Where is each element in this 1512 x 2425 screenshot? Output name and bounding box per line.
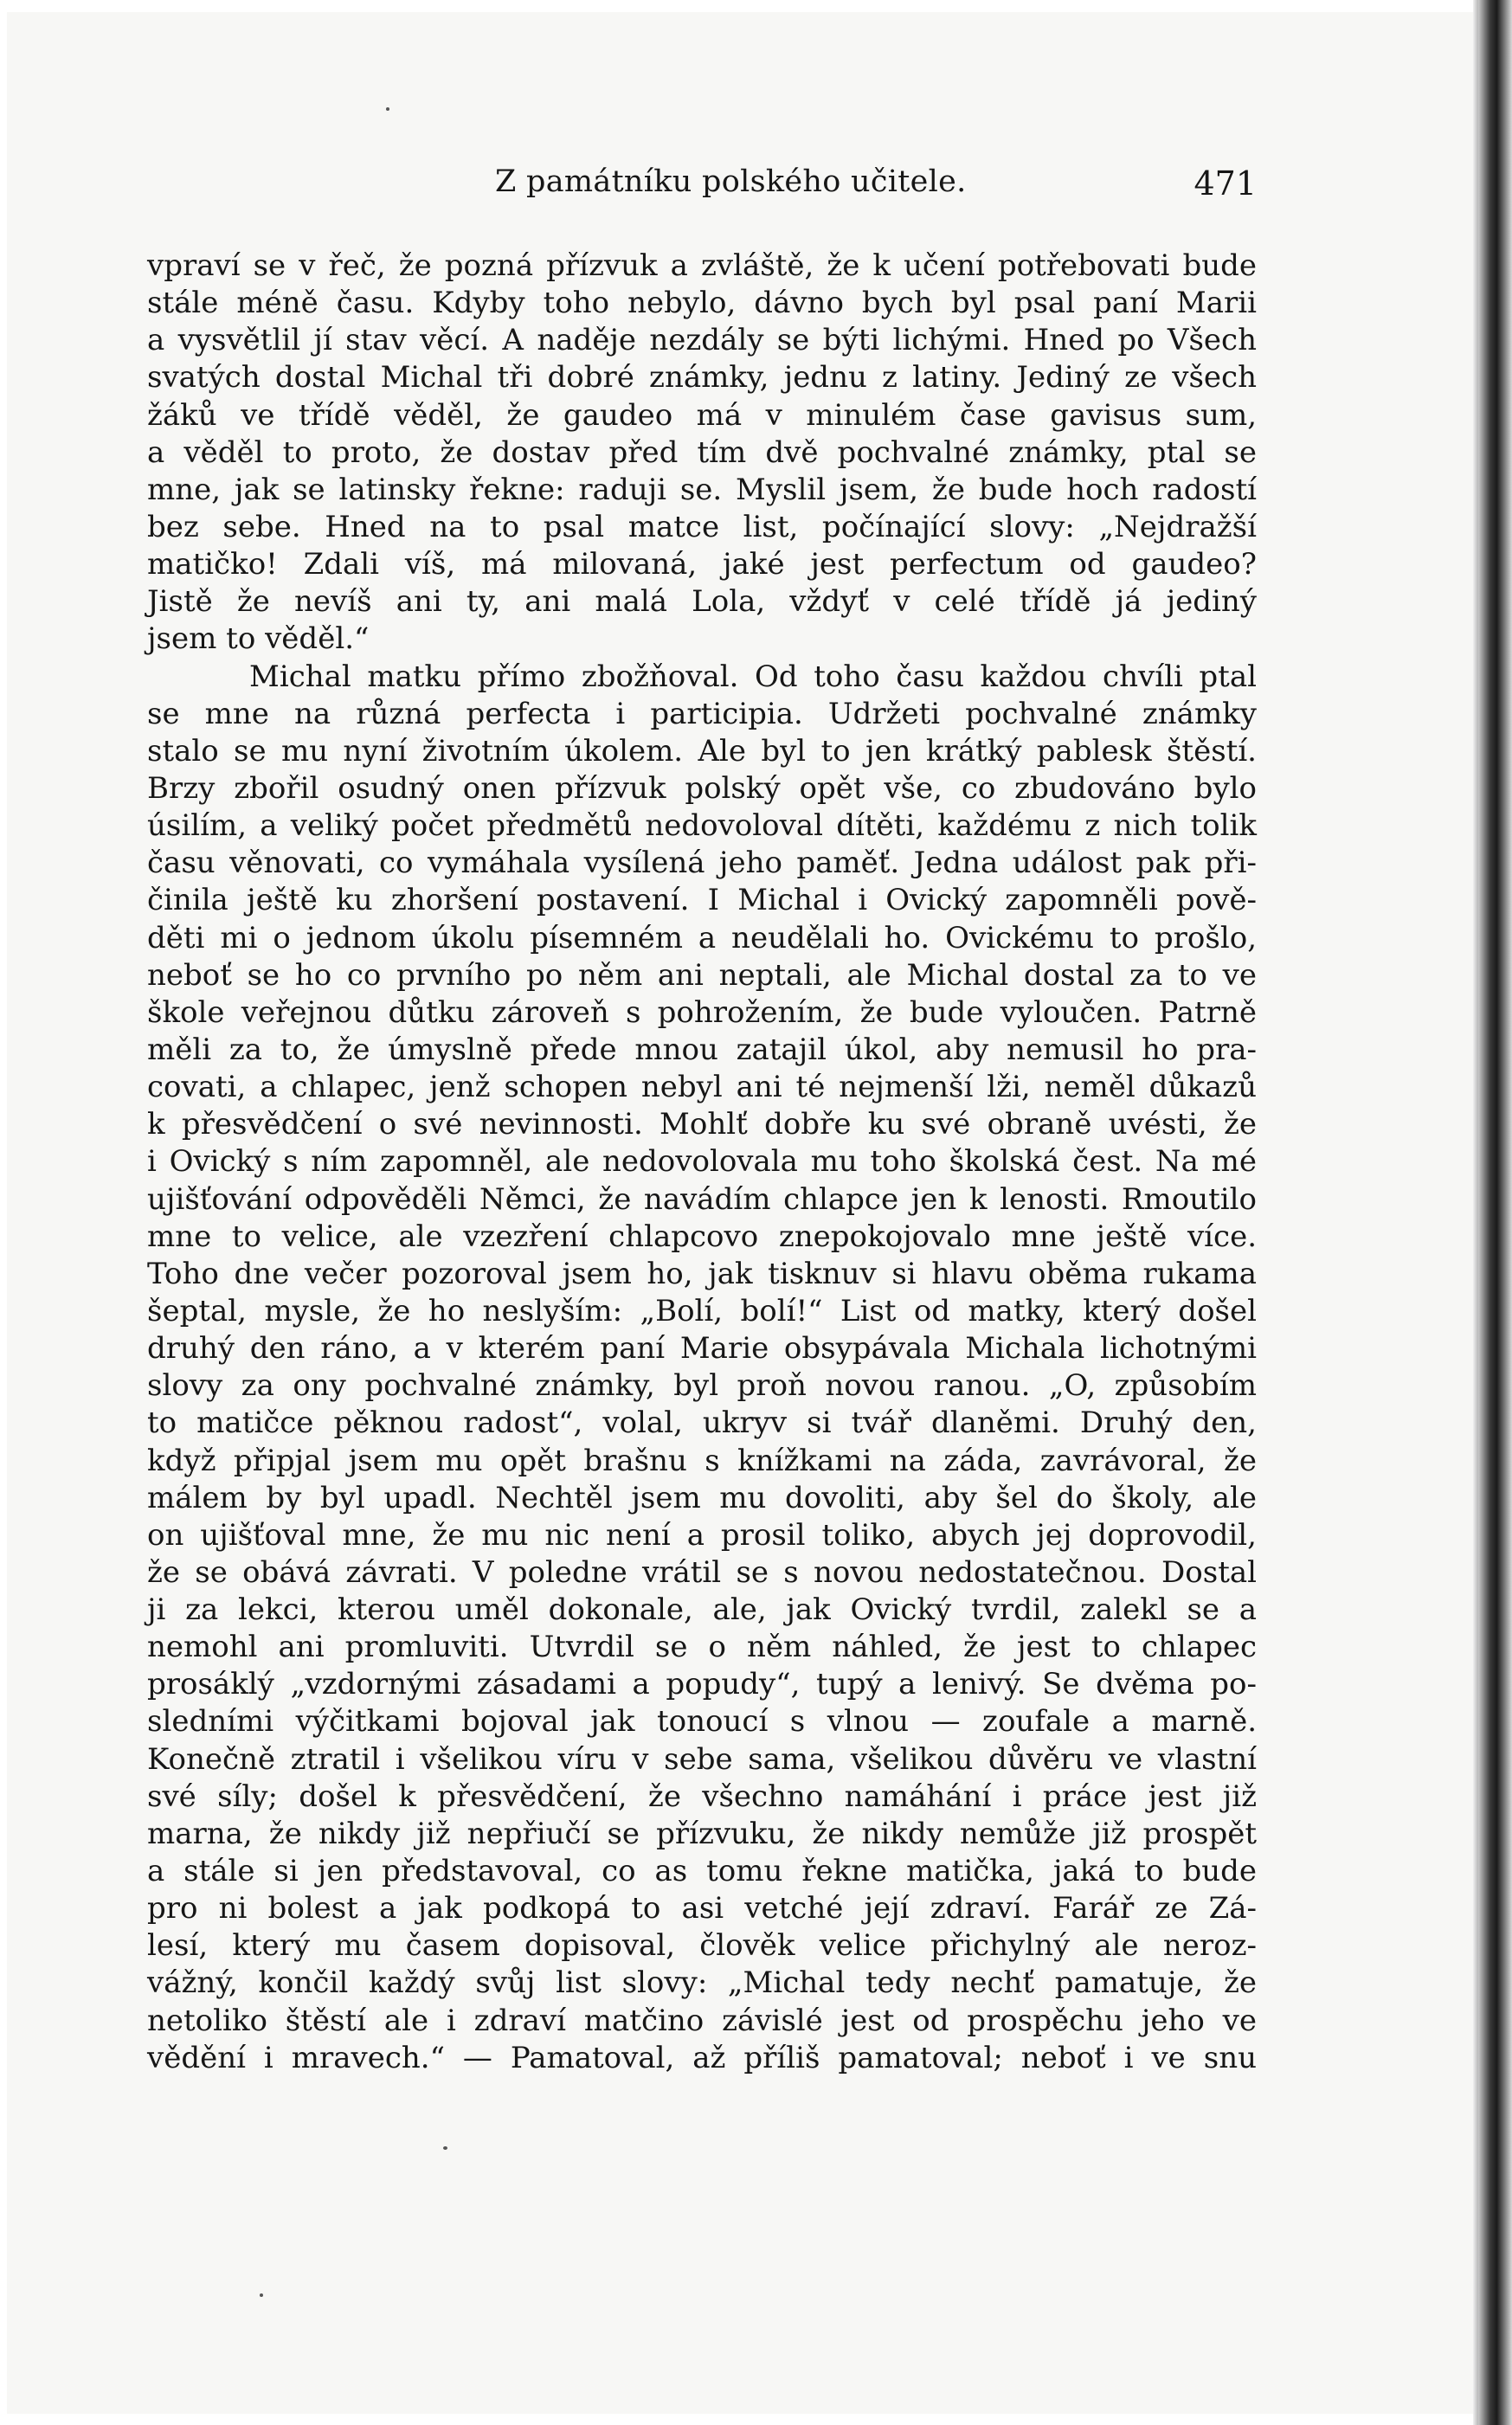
text-line: druhý den ráno, a v kterém paní Marie obsypávala Michala lichotnými [147, 1331, 1257, 1367]
text-line: měli za to, že úmyslně přede mnou zatajil úkol, aby nemusil ho pra- [147, 1032, 1257, 1067]
text-line: netoliko štěstí ale i zdraví matčino závislé jest od prospěchu jeho ve [147, 2003, 1257, 2038]
text-line: když připjal jsem mu opět brašnu s knížkami na záda, zavrávoral, že [147, 1443, 1257, 1478]
text-line: málem by byl upadl. Nechtěl jsem mu dovoliti, aby šel do školy, ale [147, 1480, 1257, 1515]
text-line: pro ni bolest a jak podkopá to asi vetché její zdraví. Farář ze Zá- [147, 1891, 1257, 1926]
text-line: činila ještě ku zhoršení postavení. I Michal i Ovický zapomněli pově- [147, 883, 1257, 918]
text-line: úsilím, a veliký počet předmětů nedovoloval dítěti, každému z nich tolik [147, 808, 1257, 844]
text-line: jsem to věděl.“ [147, 621, 370, 657]
text-line: a stále si jen představoval, co as tomu řekne matička, jaká to bude [147, 1854, 1257, 1889]
text-line: svatých dostal Michal tři dobré známky, jednu z latiny. Jediný ze všech [147, 360, 1257, 396]
text-line: stále méně času. Kdyby toho nebylo, dávno bych byl psal paní Marii [147, 286, 1257, 321]
book-binding-edge [1478, 0, 1512, 2425]
text-line: vědění i mravech.“ — Pamatoval, až příliš pamatoval; neboť i ve snu [147, 2040, 1257, 2075]
print-speck [260, 2293, 263, 2297]
text-line: Toho dne večer pozoroval jsem ho, jak tisknuv si hlavu oběma rukama [147, 1256, 1257, 1291]
text-line: i Ovický s ním zapomněl, ale nedovolovala mu toho školská čest. Na mé [147, 1144, 1257, 1180]
print-speck [386, 107, 389, 111]
text-line: sledními výčitkami bojoval jak tonoucí s vlnou — zoufale a marně. [147, 1704, 1257, 1740]
text-line: času věnovati, co vymáhala vysílená jeho paměť. Jedna událost pak při- [147, 846, 1257, 881]
text-line: stalo se mu nyní životním úkolem. Ale byl to jen krátký pablesk štěstí. [147, 733, 1257, 769]
text-line: šeptal, mysle, že ho neslyším: „Bolí, bolí!“ List od matky, který došel [147, 1293, 1257, 1328]
print-speck [443, 2146, 447, 2150]
text-line: a vysvětlil jí stav věcí. A naděje nezdály se býti lichými. Hned po Všech [147, 323, 1257, 358]
text-line: neboť se ho co prvního po něm ani neptali, ale Michal dostal za to ve [147, 957, 1257, 993]
text-line: marna, že nikdy již nepřiučí se přízvuku, že nikdy nemůže již prospět [147, 1816, 1257, 1851]
text-line: vážný, končil každý svůj list slovy: „Michal tedy nechť pamatuje, že [147, 1965, 1257, 2001]
text-line: mne, jak se latinsky řekne: raduji se. Myslil jsem, že bude hoch radostí [147, 472, 1257, 507]
page-number: 471 [1194, 164, 1257, 203]
text-line: děti mi o jednom úkolu písemném a neudělali ho. Ovickému to prošlo, [147, 920, 1257, 955]
text-line: on ujišťoval mne, že mu nic není a prosil toliko, abych jej doprovodil, [147, 1517, 1257, 1553]
text-line: Konečně ztratil i všelikou víru v sebe sama, všelikou důvěru ve vlastní [147, 1741, 1257, 1777]
text-line: škole veřejnou důtku zároveň s pohrožením, že bude vyloučen. Patrně [147, 994, 1257, 1030]
body-text [147, 248, 1257, 2077]
text-line: žáků ve třídě věděl, že gaudeo má v minulém čase gavisus sum, [147, 397, 1257, 433]
text-line: se mne na různá perfecta i participia. Udržeti pochvalné známky [147, 696, 1257, 731]
text-line: Jistě že nevíš ani ty, ani malá Lola, vždyť v celé třídě já jediný [147, 584, 1257, 620]
running-title: Z památníku polského učitele. [495, 164, 967, 199]
text-line: bez sebe. Hned na to psal matce list, počínající slovy: „Nejdražší [147, 509, 1257, 544]
text-line: mne to velice, ale vzezření chlapcovo znepokojovalo mne ještě více. [147, 1219, 1257, 1254]
text-line: Brzy zbořil osudný onen přízvuk polský opět vše, co zbudováno bylo [147, 770, 1257, 806]
text-line: Michal matku přímo zbožňoval. Od toho času každou chvíli ptal [249, 659, 1257, 694]
text-line: k přesvědčení o své nevinnosti. Mohlť dobře ku své obraně uvésti, že [147, 1107, 1257, 1142]
text-line: prosáklý „vzdornými zásadami a popudy“, tupý a lenivý. Se dvěma po- [147, 1667, 1257, 1702]
text-line: lesí, který mu časem dopisoval, člověk velice přichylný ale neroz- [147, 1928, 1257, 1964]
text-line: a věděl to proto, že dostav před tím dvě pochvalné známky, ptal se [147, 434, 1257, 470]
text-line: vpraví se v řeč, že pozná přízvuk a zvláště, že k učení potřebovati bude [147, 248, 1257, 283]
text-line: své síly; došel k přesvědčení, že všechno namáhání i práce jest již [147, 1779, 1257, 1814]
text-line: matičko! Zdali víš, má milovaná, jaké jest perfectum od gaudeo? [147, 547, 1257, 582]
text-line: nemohl ani promluviti. Utvrdil se o něm náhled, že jest to chlapec [147, 1630, 1257, 1665]
text-line: ji za lekci, kterou uměl dokonale, ale, jak Ovický tvrdil, zalekl se a [147, 1592, 1257, 1628]
page-header [147, 164, 1257, 208]
text-line: ujišťování odpověděli Němci, že navádím chlapce jen k lenosti. Rmoutilo [147, 1181, 1257, 1217]
text-line: slovy za ony pochvalné známky, byl proň novou ranou. „O, způsobím [147, 1368, 1257, 1404]
text-line: to matičce pěknou radost“, volal, ukryv si tvář dlaněmi. Druhý den, [147, 1405, 1257, 1441]
text-line: covati, a chlapec, jenž schopen nebyl ani té nejmenší lži, neměl důkazů [147, 1070, 1257, 1105]
text-line: že se obává závrati. V poledne vrátil se s novou nedostatečnou. Dostal [147, 1554, 1257, 1590]
